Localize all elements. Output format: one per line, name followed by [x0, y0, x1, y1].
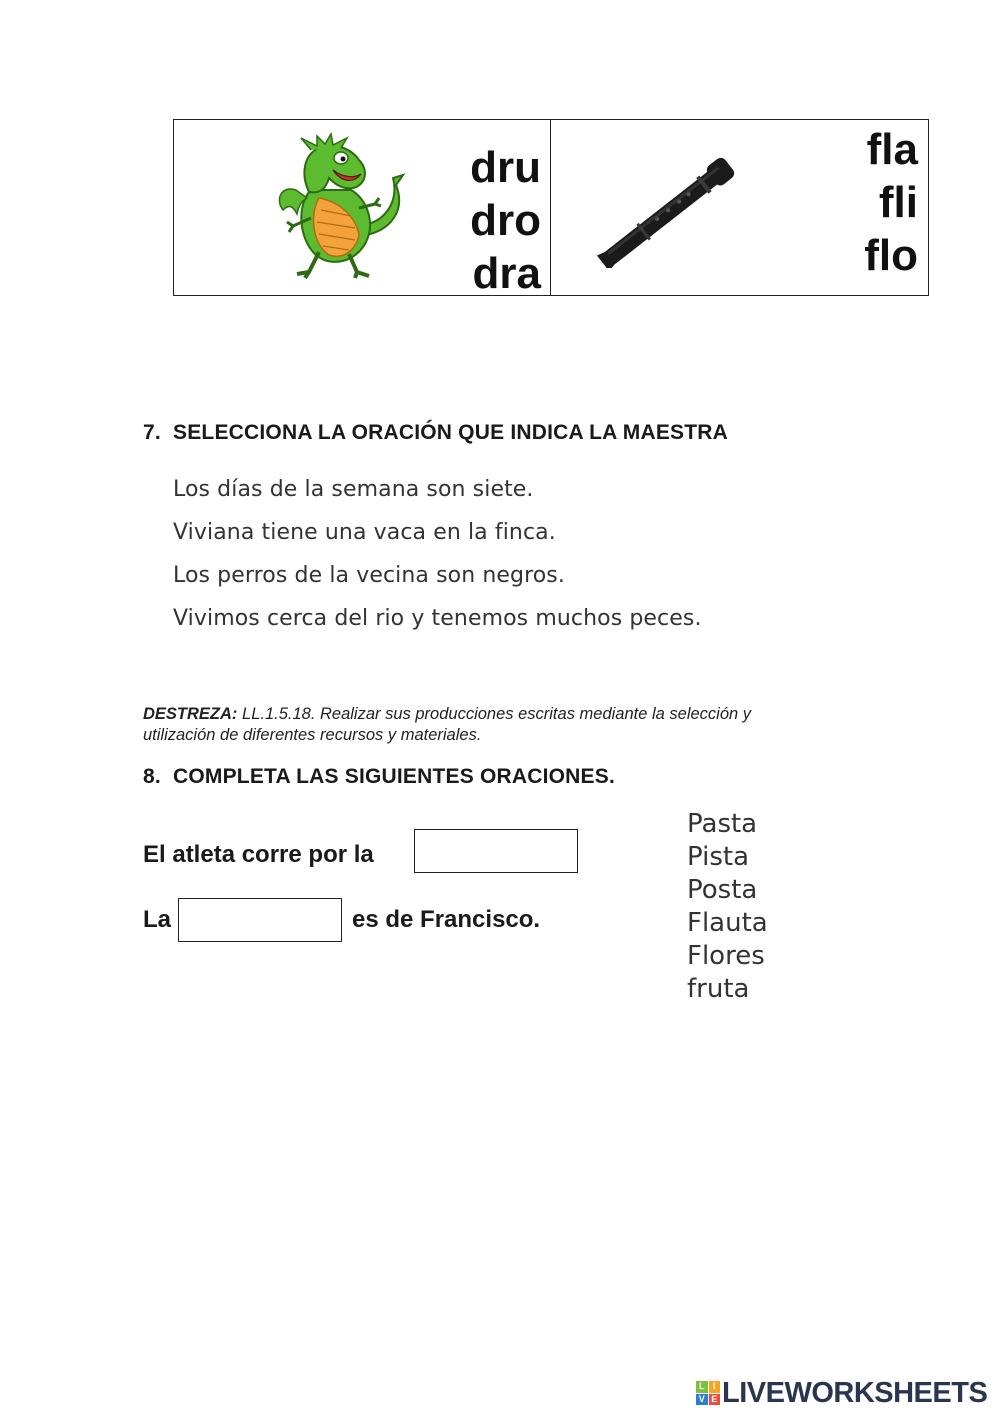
destreza-text-line1: LL.1.5.18. Realizar sus producciones escritas mediante la selección y [242, 705, 752, 723]
recorder-flute-icon [594, 148, 754, 268]
word-bank-item[interactable]: Posta [687, 875, 758, 905]
word-bank-item[interactable]: fruta [687, 974, 750, 1004]
syllables-fl [838, 124, 918, 283]
question-7-heading [143, 421, 728, 445]
liveworksheets-logo-icon: L I V E [696, 1381, 720, 1405]
syllable-table [173, 119, 929, 296]
sentence-2-end: es de Francisco. [352, 906, 541, 933]
word-bank-item[interactable]: Flauta [687, 908, 768, 938]
syllable-dra: dra [472, 249, 541, 298]
syllable-fla: fla [866, 125, 918, 174]
destreza-text-line2: utilización de diferentes recursos y materiales. [143, 726, 482, 744]
sentence-option-1[interactable]: Los días de la semana son siete. [173, 477, 534, 502]
word-bank [687, 808, 768, 1006]
question-7-title: SELECCIONA LA ORACIÓN QUE INDICA LA MAESTRA [173, 421, 728, 444]
blank-input-1[interactable] [414, 829, 578, 873]
question-8-heading [143, 765, 615, 789]
question-8-number: 8. [143, 765, 161, 788]
word-bank-item[interactable]: Pasta [687, 809, 758, 839]
word-bank-item[interactable]: Pista [687, 842, 750, 872]
blank-input-2[interactable] [178, 898, 342, 942]
sentence-option-2[interactable]: Viviana tiene una vaca en la finca. [173, 520, 556, 545]
sentence-option-4[interactable]: Vivimos cerca del rio y tenemos muchos peces. [173, 606, 702, 631]
sentence-option-3[interactable]: Los perros de la vecina son negros. [173, 563, 565, 588]
syllable-dro: dro [470, 196, 541, 245]
word-bank-item[interactable]: Flores [687, 941, 765, 971]
syllable-flo: flo [864, 231, 918, 280]
dragon-icon [271, 130, 411, 280]
sentence-1-text: El atleta corre por la [143, 841, 374, 868]
question-7-number: 7. [143, 421, 161, 444]
destreza-label: DESTREZA: [143, 705, 238, 723]
syllable-dru: dru [470, 143, 541, 192]
liveworksheets-brand: LIVEWORKSHEETS [722, 1376, 988, 1409]
question-8-title: COMPLETA LAS SIGUIENTES ORACIONES. [173, 765, 615, 788]
table-divider [550, 120, 551, 295]
liveworksheets-logo [696, 1378, 987, 1408]
destreza-note [143, 704, 863, 746]
syllables-dr [461, 142, 541, 301]
syllable-fli: fli [878, 178, 918, 227]
sentence-2-start: La [143, 906, 172, 933]
